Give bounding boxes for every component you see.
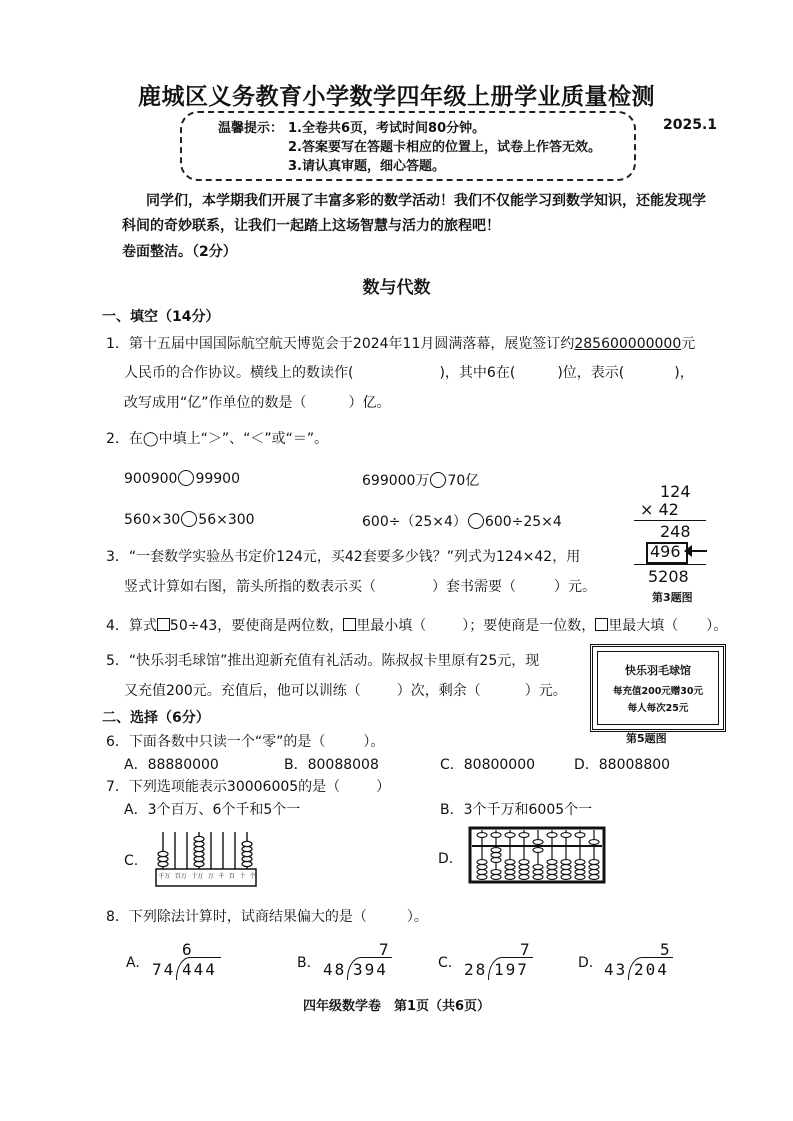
- q1-text-d: )，其中6在(: [439, 365, 516, 381]
- place-label: 十: [239, 873, 246, 880]
- divisor: 74: [152, 960, 176, 979]
- q2-item-4-right: 600÷25×4: [484, 514, 562, 530]
- place-label: 千万: [158, 873, 171, 880]
- q8-option-d[interactable]: [578, 940, 688, 984]
- q7-stem-end: ）: [376, 779, 391, 795]
- tip-1: 1.全卷共6页，考试时间80分钟。: [288, 121, 486, 136]
- q2-item-1-right: 99900: [195, 471, 240, 487]
- q1-text-g: 改写成用“亿”作单位的数是（: [124, 395, 307, 411]
- q2-item-3-right: 56×300: [198, 512, 255, 528]
- part1-heading: 一、填空（14分）: [102, 309, 220, 325]
- q3-line-1: 3．“一套数学实验丛书定价124元，买42套要多少钱？”列式为124×42，用: [106, 549, 581, 565]
- q1-number: 285600000000: [574, 336, 682, 352]
- q7-stem: [106, 776, 390, 796]
- q1-text-c: 人民币的合作协议。横线上的数读作(: [124, 365, 354, 381]
- exam-title: 鹿城区义务教育小学数学四年级上册学业质量检测: [138, 84, 655, 110]
- q2-item-2-left: 699000万: [362, 473, 430, 489]
- calc-line-1: [634, 520, 706, 521]
- intro-line-2: 科间的奇妙联系，让我们一起踏上这场智慧与活力的旅程吧！: [122, 218, 500, 234]
- place-label: 万: [207, 873, 214, 880]
- q6-option-c[interactable]: C．80800000: [440, 757, 536, 773]
- q2-item-3: [124, 511, 255, 528]
- q4-text-b: 50÷43，要使商是两位数，: [169, 618, 344, 634]
- part2-heading: 二、选择（6分）: [102, 710, 210, 726]
- q2-item-1: [124, 470, 240, 487]
- q4-text-d: ）；要使商是一位数，: [462, 618, 596, 634]
- q6-option-a[interactable]: A．88880000: [124, 757, 219, 773]
- q6-stem: [106, 731, 384, 751]
- page-footer: 四年级数学卷 第1页（共6页）: [302, 999, 491, 1014]
- tip-2: 2.答案要写在答题卡相应的位置上，试卷上作答无效。: [288, 140, 601, 155]
- dividend: 394: [353, 960, 388, 979]
- place-label: 个: [249, 873, 256, 880]
- q2-item-4-left: 600÷（25×4）: [362, 514, 467, 530]
- q3-text-b: 竖式计算如右图，箭头所指的数表示买（: [124, 579, 376, 595]
- place-label: 百: [228, 873, 235, 880]
- q6-option-d[interactable]: D．88008800: [574, 757, 671, 773]
- trial-quotient: 7: [379, 940, 389, 959]
- q3-text-c: ）套书需要（: [432, 579, 516, 595]
- q1-text-a: 1．第十五届中国国际航空航天博览会于2024年11月圆满落幕，展览签订约: [106, 336, 575, 352]
- q7-option-c-label[interactable]: C.: [124, 853, 139, 869]
- option-label: D.: [578, 955, 594, 971]
- calc-multiplier: × 42: [640, 500, 679, 519]
- q2-item-3-left: 560×30: [124, 512, 181, 528]
- q1-text-b: 元: [681, 336, 696, 352]
- q8-option-c[interactable]: [438, 940, 548, 984]
- q8-option-a[interactable]: [126, 940, 236, 984]
- q2-item-4: [362, 511, 562, 531]
- tips-label: 温馨提示：: [218, 121, 284, 136]
- place-label: 十万: [191, 873, 204, 880]
- arrow-head-icon: [684, 545, 692, 557]
- q8-stem-text: 8．下列除法计算时，试商结果偏大的是（: [106, 909, 367, 925]
- q1-text-e: )位，表示(: [557, 365, 625, 381]
- box-icon: [343, 618, 356, 631]
- calc-top: 124: [660, 482, 691, 501]
- q5-line-1: 5．“快乐羽毛球馆”推出迎新充值有礼活动。陈叔叔卡里原有25元，现: [106, 653, 540, 669]
- q2-stem: 2．在◯中填上“＞”、“＜”或“＝”。: [106, 431, 329, 447]
- trial-quotient: 7: [520, 940, 530, 959]
- neatness-note: 卷面整洁。（2分）: [122, 244, 237, 260]
- q5-text-c: ）次，剩余（: [396, 683, 481, 699]
- q3-text-d: ）元。: [554, 579, 596, 595]
- exam-date: 2025.1: [663, 117, 718, 133]
- q2-item-2-right: 70亿: [447, 473, 480, 489]
- q3-caption: 第3题图: [652, 591, 693, 604]
- trial-quotient: 6: [182, 940, 192, 959]
- section-title: 数与代数: [362, 278, 431, 298]
- dividend: 204: [634, 960, 669, 979]
- q2-item-2: [362, 470, 479, 490]
- q5-caption: 第5题图: [626, 732, 667, 745]
- option-label: C.: [438, 955, 453, 971]
- compare-circle[interactable]: [430, 472, 446, 488]
- option-label: B.: [297, 955, 312, 971]
- compare-circle[interactable]: [468, 513, 484, 529]
- badminton-sign: [590, 644, 726, 732]
- q4-text-c: 里最小填（: [356, 618, 427, 634]
- intro-line-1: 同学们，本学期我们开展了丰富多彩的数学活动！我们不仅能学习到数学知识，还能发现学: [146, 193, 706, 209]
- compare-circle[interactable]: [181, 511, 197, 527]
- tip-3: 3.请认真审题，细心答题。: [288, 159, 445, 174]
- q5-text-b: 又充值200元。充值后，他可以训练（: [124, 683, 361, 699]
- q4-text-a: 4．算式: [106, 618, 157, 634]
- q7-option-a[interactable]: A．3个百万、6个千和5个一: [124, 802, 301, 818]
- q8-option-b[interactable]: [297, 940, 407, 984]
- bead-abacus-figure: [468, 826, 606, 884]
- q5-line-2: [124, 680, 567, 700]
- divisor: 43: [604, 960, 628, 979]
- q5-text-d: ）元。: [524, 683, 567, 699]
- q7-option-b[interactable]: B．3个千万和6005个一: [440, 802, 593, 818]
- sign-line-1: 每充值200元赠30元: [612, 686, 704, 697]
- calc-result: 5208: [648, 567, 689, 586]
- divisor: 28: [464, 960, 488, 979]
- dividend: 197: [494, 960, 529, 979]
- q1-line-2: [124, 362, 694, 382]
- q1-line-1: [106, 333, 695, 353]
- q7-stem-text: 7．下列选项能表示30006005的是（: [106, 779, 341, 795]
- q8-stem-end: ）。: [406, 909, 428, 925]
- q1-line-3: [124, 392, 391, 412]
- sign-name: 快乐羽毛球馆: [625, 664, 691, 677]
- abacus-place-labels: [156, 871, 258, 880]
- q8-stem: [106, 906, 428, 926]
- q4-text-f: ）。: [706, 618, 728, 634]
- place-label: 千: [218, 873, 225, 880]
- q4-line: [106, 615, 727, 635]
- dividend: 444: [182, 960, 217, 979]
- q6-stem-end: ）。: [363, 734, 385, 750]
- q3-line-2: [124, 576, 596, 596]
- q1-text-f: )，: [674, 365, 694, 381]
- calc-line-2: [634, 564, 706, 565]
- q4-text-e: 里最大填（: [608, 618, 679, 634]
- q1-text-h: ）亿。: [348, 395, 391, 411]
- q6-option-b[interactable]: B．80088008: [284, 757, 379, 773]
- divisor: 48: [323, 960, 347, 979]
- q2-item-1-left: 900900: [124, 471, 178, 487]
- q7-option-d-label[interactable]: D.: [438, 851, 454, 867]
- box-icon: [157, 618, 170, 631]
- calc-partial-1: 248: [660, 522, 691, 541]
- option-label: A.: [126, 955, 140, 971]
- q6-stem-text: 6．下面各数中只读一个“零”的是（: [106, 734, 326, 750]
- box-icon: [595, 618, 608, 631]
- calc-partial-2: 496: [650, 542, 681, 561]
- trial-quotient: 5: [660, 940, 670, 959]
- sign-line-2: 每人每次25元: [627, 703, 689, 714]
- compare-circle[interactable]: [178, 470, 194, 486]
- place-label: 百万: [174, 873, 187, 880]
